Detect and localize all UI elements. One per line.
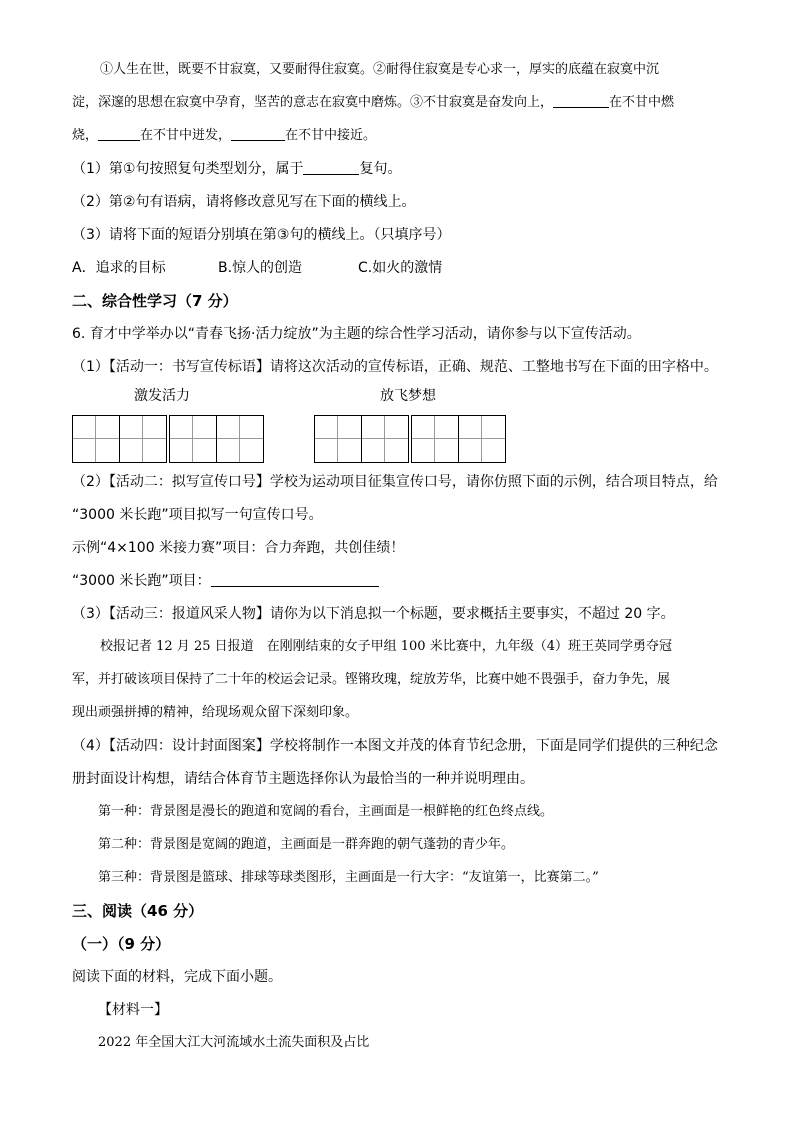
q5-para-line-3-mid: 在不甘中迸发， — [140, 128, 232, 143]
tianzige-grid-right — [314, 415, 506, 463]
slogan-answer-label: “3000 米长跑”项目： — [72, 573, 211, 589]
slogan-example: 示例“4×100 米接力赛”项目：合力奔跑，共创佳绩！ — [72, 540, 405, 556]
grid-cell[interactable] — [361, 415, 409, 463]
design-option-3: 第三种：背景图是篮球、排球等球类图形，主画面是一行大字：“友谊第一，比赛第二。” — [98, 870, 599, 885]
q5-sub1-post: 复句。 — [359, 161, 402, 177]
grid-cell[interactable] — [119, 415, 167, 463]
q5-sub1 — [72, 157, 722, 181]
section-2-title: 二、综合性学习（7 分） — [72, 292, 238, 310]
activity-1: （1）【活动一：书写宣传标语】请将这次活动的宣传标语，正确、规范、工整地书写在下面的田字格中。 — [72, 359, 718, 375]
design-option-1: 第一种：背景图是漫长的跑道和宽阔的看台，主画面是一根鲜艳的红色终点线。 — [98, 804, 554, 819]
q5-sub1-pre: （1）第①句按照复句类型划分，属于 — [72, 161, 304, 177]
grid-cell[interactable] — [458, 415, 506, 463]
slogan-left-label: 激发活力 — [134, 388, 190, 404]
grid-cell[interactable] — [216, 415, 264, 463]
q5-options — [72, 256, 722, 280]
material-1-caption: 2022 年全国大江大河流域水土流失面积及占比 — [98, 1035, 370, 1050]
exam-page — [72, 58, 722, 1055]
news-line-1: 校报记者 12 月 25 日报道 在刚刚结束的女子甲组 100 米比赛中，九年级（4）班王英同学勇夺冠 — [100, 639, 672, 654]
blank-clause-type[interactable] — [303, 160, 359, 175]
reading-instruction: 阅读下面的材料，完成下面小题。 — [72, 969, 282, 985]
option-a: A．追求的目标 — [72, 260, 166, 276]
q5-para-line-1: ①人生在世，既要不甘寂寞，又要耐得住寂寞。②耐得住寂寞是专心求一，厚实的底蕴在寂寞中沉 — [100, 62, 660, 77]
activity-2-line-1: （2）【活动二：拟写宣传口号】学校为运动项目征集宣传口号，请你仿照下面的示例，结合项目特点，给 — [72, 474, 718, 490]
q5-para-line-3 — [72, 124, 722, 148]
slogan-answer-blank[interactable] — [211, 572, 379, 587]
activity-4-line-2: 册封面设计构想，请结合体育节主题选择你认为最恰当的一种并说明理由。 — [72, 771, 534, 787]
option-c: C.如火的激情 — [358, 260, 443, 276]
activity-3: （3）【活动三：报道风采人物】请你为以下消息拟一个标题，要求概括主要事实，不超过 20 字。 — [72, 606, 675, 622]
slogan-right-label: 放飞梦想 — [380, 388, 436, 404]
activity-2-line-2: “3000 米长跑”项目拟写一句宣传口号。 — [72, 507, 323, 523]
design-option-2: 第二种：背景图是宽阔的跑道，主画面是一群奔跑的朝气蓬勃的青少年。 — [98, 837, 515, 852]
tianzige-grid-left — [72, 415, 264, 463]
blank-fill-3[interactable] — [231, 126, 285, 141]
grid-cell[interactable] — [314, 415, 362, 463]
q5-para-line-2-text: 淀，深邃的思想在寂寞中孕育，坚苦的意志在寂寞中磨炼。③不甘寂寞是奋发向上， — [72, 95, 554, 110]
q5-para-line-3-end: 在不甘中接近。 — [285, 128, 377, 143]
blank-fill-2[interactable] — [98, 126, 140, 141]
q5-para-line-2-tail: 在不甘中燃 — [609, 95, 675, 110]
news-line-3: 现出顽强拼搏的精神，给现场观众留下深刻印象。 — [72, 705, 359, 720]
q5-para-line-3-start: 烧， — [72, 128, 99, 143]
material-1-label: 【材料一】 — [98, 1002, 168, 1018]
section-3-title: 三、阅读（46 分） — [72, 902, 204, 920]
option-b: B.惊人的创造 — [218, 260, 303, 276]
activity-4-line-1: （4）【活动四：设计封面图案】学校将制作一本图文并茂的体育节纪念册，下面是同学们提供的三种纪念 — [72, 738, 718, 754]
q5-sub3: （3）请将下面的短语分别填在第③句的横线上。（只填序号） — [72, 227, 451, 243]
q5-sub2: （2）第②句有语病，请将修改意见写在下面的横线上。 — [72, 194, 416, 210]
q6-intro: 6. 育才中学举办以“青春飞扬·活力绽放”为主题的综合性学习活动，请你参与以下宣传活动。 — [72, 326, 641, 342]
grid-cell[interactable] — [169, 415, 217, 463]
blank-fill-1[interactable] — [553, 93, 609, 108]
grid-cell[interactable] — [72, 415, 120, 463]
q5-para-line-2 — [72, 91, 722, 115]
slogan-grid-area — [72, 385, 722, 461]
slogan-answer-line — [72, 569, 722, 593]
reading-part-1-title: （一）（9 分） — [72, 935, 171, 953]
grid-cell[interactable] — [411, 415, 459, 463]
news-line-2: 军，并打破该项目保持了二十年的校运会记录。铿锵玫瑰，绽放芳华，比赛中她不畏强手，奋力争先，展 — [72, 672, 671, 687]
